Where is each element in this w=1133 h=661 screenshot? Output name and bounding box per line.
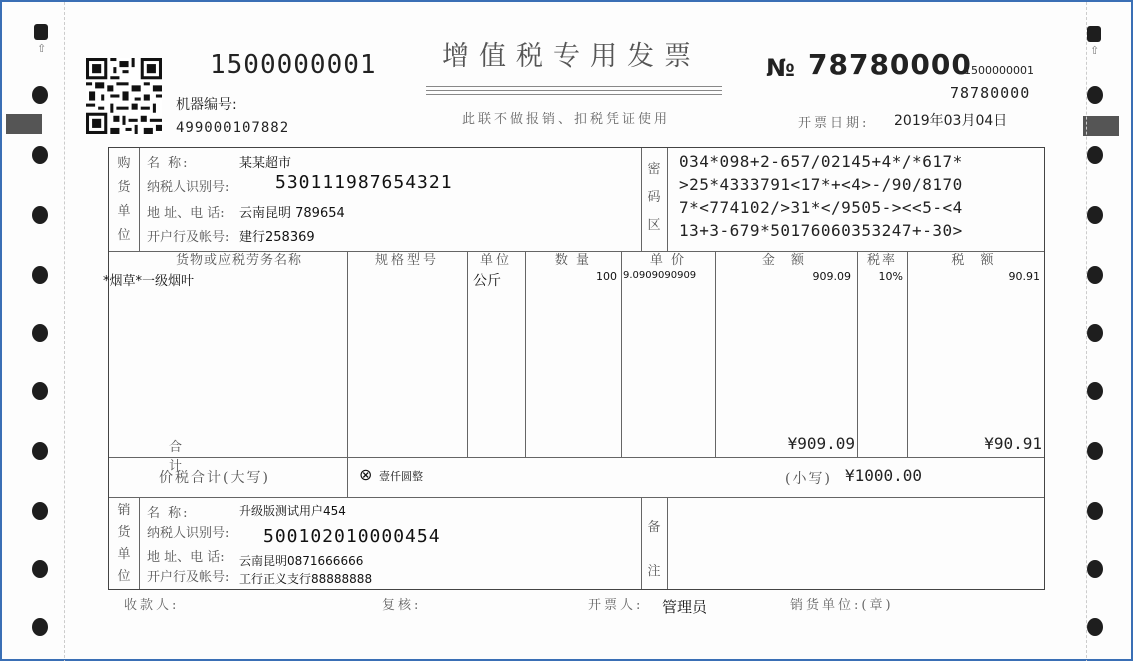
reviewer-label: 复核: <box>382 598 422 613</box>
grid-line <box>139 497 140 589</box>
remarks-char: 注 <box>647 564 661 579</box>
tractor-hole <box>1087 442 1103 460</box>
remarks-char: 备 <box>647 520 661 535</box>
tractor-hole <box>32 86 48 104</box>
tractor-hole <box>32 324 48 342</box>
grid-line <box>667 148 668 251</box>
circle-x-icon: ⊗ <box>359 465 373 484</box>
buyer-tax-id: 530111987654321 <box>275 172 453 193</box>
item-amount: 909.09 <box>812 270 851 283</box>
seller-side-char: 位 <box>117 569 131 584</box>
grid-line <box>109 251 1044 252</box>
invoice-subtitle: 此联不做报销、扣税凭证使用 <box>462 112 671 127</box>
machine-number-label: 机器编号: <box>176 97 237 113</box>
seller-name-label: 名 称: <box>147 506 190 521</box>
seller-side-char: 销 <box>117 503 131 518</box>
item-name: *烟草*一级烟叶 <box>103 274 195 289</box>
col-header-name: 货物或应税劳务名称 <box>175 253 302 268</box>
tractor-hole <box>1087 324 1103 342</box>
item-unit: 公斤 <box>473 273 501 289</box>
issue-date: 2019年03月04日 <box>894 113 1008 129</box>
grid-line <box>109 497 1044 498</box>
grid-line <box>621 251 622 457</box>
grand-total-label: 价税合计(大写) <box>159 470 270 486</box>
invoice-code-small: 1500000001 <box>964 64 1034 77</box>
tractor-hole <box>1087 146 1103 164</box>
machine-number: 499000107882 <box>176 120 290 136</box>
tractor-bar <box>1083 116 1119 136</box>
buyer-name: 某某超市 <box>239 156 292 171</box>
tractor-hole <box>32 502 48 520</box>
seller-name: 升级版测试用户454 <box>239 504 346 518</box>
seller-seal-label: 销货单位:(章) <box>790 598 894 613</box>
tractor-hole <box>1087 382 1103 400</box>
qr-code-icon <box>86 58 162 134</box>
cipher-line: 034*098+2-657/02145+4*/*617* <box>679 152 963 171</box>
cipher-side-char: 码 <box>647 190 661 205</box>
col-header-qty: 数 量 <box>554 253 592 268</box>
col-header-price: 单 价 <box>649 253 687 268</box>
total-amount: ¥909.09 <box>787 434 855 453</box>
col-header-tax: 税 额 <box>951 253 1000 268</box>
col-header-amount: 金 额 <box>761 253 811 268</box>
tractor-hole <box>32 206 48 224</box>
item-price: 9.0909090909 <box>623 270 697 281</box>
tractor-hole <box>32 266 48 284</box>
remarks-label <box>646 506 662 594</box>
item-qty: 100 <box>596 270 617 283</box>
invoice-title: 增值税专用发票 <box>442 41 701 72</box>
seller-address-phone: 云南昆明0871666666 <box>239 554 364 568</box>
cipher-side-char: 密 <box>647 162 661 177</box>
title-underline <box>426 94 722 95</box>
col-header-spec: 规格型号 <box>374 253 439 268</box>
perforation-right <box>1086 2 1087 661</box>
feed-arrow-icon: ⇧ <box>1090 44 1100 57</box>
cipher-line: 13+3-679*50176060353247+-30> <box>679 221 963 240</box>
seller-bank-label: 开户行及帐号: <box>147 570 230 585</box>
invoice-code-large: 1500000001 <box>210 50 377 80</box>
tractor-hole <box>1087 206 1103 224</box>
buyer-side-label <box>116 152 132 248</box>
left-tractor-strip <box>2 2 62 661</box>
buyer-side-char: 位 <box>117 228 131 243</box>
tractor-hole <box>1087 266 1103 284</box>
grid-line <box>347 457 348 497</box>
buyer-side-char: 单 <box>117 204 131 219</box>
title-underline <box>426 86 722 87</box>
perforation-left <box>64 2 65 661</box>
buyer-bank-account: 建行258369 <box>239 230 315 245</box>
grid-line <box>641 148 642 251</box>
grid-line <box>641 497 642 589</box>
buyer-tax-id-label: 纳税人识别号: <box>147 180 230 195</box>
grid-line <box>139 148 140 251</box>
tractor-hole <box>32 442 48 460</box>
feed-arrow-icon: ⇧ <box>37 42 47 55</box>
cipher-line: 7*<774102/>31*</9505-><<5-<4 <box>679 198 963 217</box>
buyer-address-phone: 云南昆明 789654 <box>239 206 345 221</box>
seller-side-char: 单 <box>117 547 131 562</box>
tractor-hole <box>32 560 48 578</box>
total-tax: ¥90.91 <box>984 434 1042 453</box>
tractor-hole <box>1087 502 1103 520</box>
drawer-name: 管理员 <box>662 598 708 616</box>
tractor-hole <box>1087 26 1101 42</box>
item-rate: 10% <box>878 270 903 283</box>
buyer-name-label: 名 称: <box>147 156 190 171</box>
cipher-side-label <box>646 156 662 240</box>
grid-line <box>667 497 668 589</box>
seller-bank-account: 工行正义支行88888888 <box>239 572 373 586</box>
drawer-label: 开票人: <box>588 598 644 613</box>
invoice-grid <box>103 147 1045 590</box>
grid-line <box>347 251 348 457</box>
item-tax: 90.91 <box>1008 270 1040 283</box>
buyer-address-label: 地 址、电 话: <box>147 206 225 221</box>
total-label: 合 计 <box>169 440 223 474</box>
tractor-hole <box>34 24 48 40</box>
col-header-rate: 税率 <box>866 253 897 268</box>
tractor-hole <box>1087 618 1103 636</box>
seller-address-label: 地 址、电 话: <box>147 550 225 565</box>
cipher-line: >25*4333791<17*+<4>-/90/8170 <box>679 175 963 194</box>
buyer-bank-label: 开户行及帐号: <box>147 230 230 245</box>
number-sign: № <box>766 54 795 82</box>
seller-side-char: 货 <box>117 525 131 540</box>
tractor-hole <box>32 146 48 164</box>
seller-tax-id-label: 纳税人识别号: <box>147 526 230 541</box>
tractor-hole <box>1087 560 1103 578</box>
invoice-number-small: 78780000 <box>950 84 1031 102</box>
seller-tax-id: 500102010000454 <box>263 526 441 547</box>
payee-label: 收款人: <box>124 598 180 613</box>
grid-line <box>467 251 468 457</box>
tractor-bar <box>6 114 42 134</box>
issue-date-label: 开票日期: <box>798 116 870 131</box>
grand-total-uppercase: 壹仟圆整 <box>379 470 423 483</box>
grand-total-small-value: ¥1000.00 <box>845 466 923 485</box>
title-underline <box>426 90 722 91</box>
invoice-number: 78780000 <box>808 48 972 81</box>
grand-total-small-label: (小写) <box>785 471 832 487</box>
right-tractor-strip <box>1071 2 1131 661</box>
tractor-hole <box>32 618 48 636</box>
col-header-unit: 单位 <box>479 253 512 268</box>
cipher-side-char: 区 <box>647 218 661 233</box>
tractor-hole <box>32 382 48 400</box>
tractor-hole <box>1087 86 1103 104</box>
seller-side-label <box>116 500 132 588</box>
buyer-side-char: 货 <box>117 180 131 195</box>
buyer-side-char: 购 <box>117 156 131 171</box>
